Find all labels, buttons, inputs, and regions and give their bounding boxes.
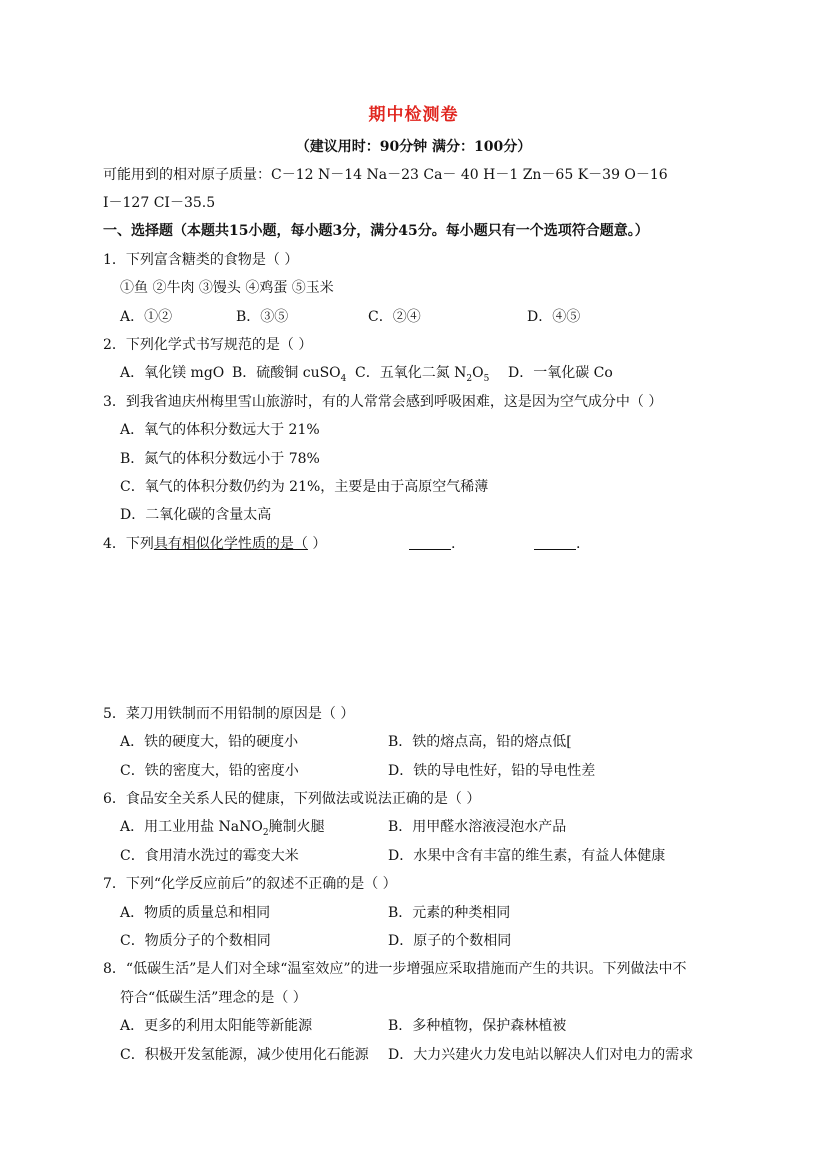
q5-option-c: C．铁的密度大，铅的密度小 bbox=[120, 763, 299, 779]
question-5-stem: 5．菜刀用铁制而不用铅制的原因是（ ） bbox=[103, 706, 355, 722]
q3-option-c: C．氧气的体积分数仍约为 21%，主要是由于高原空气稀薄 bbox=[120, 479, 489, 495]
q6-option-c: C．食用清水洗过的霉变大米 bbox=[120, 848, 299, 864]
q1-option-b: B．③⑤ bbox=[236, 309, 289, 325]
atomic-mass-line-1: 可能用到的相对原子质量：C－12 N－14 Na－23 Ca－ 40 H－1 Zn－65 K－39 O－16 bbox=[103, 167, 668, 183]
q4-blank-1: . bbox=[409, 534, 455, 554]
q1-option-a: A．①② bbox=[120, 309, 173, 325]
q7-option-d: D．原子的个数相同 bbox=[388, 933, 512, 949]
question-2-stem: 2．下列化学式书写规范的是（ ） bbox=[103, 337, 313, 353]
exam-title: 期中检测卷 bbox=[368, 105, 459, 125]
question-6-stem: 6．食品安全关系人民的健康，下列做法或说法正确的是（ ） bbox=[103, 791, 481, 807]
question-7-stem: 7．下列“化学反应前后”的叙述不正确的是（ ） bbox=[103, 876, 397, 892]
q1-option-d: D．④⑤ bbox=[527, 309, 581, 325]
question-3-stem: 3．到我省迪庆州梅里雪山旅游时，有的人常常会感到呼吸困难，这是因为空气成分中（ ） bbox=[103, 394, 663, 410]
q8-option-a: A．更多的利用太阳能等新能源 bbox=[120, 1018, 313, 1034]
q2-option-b: B．硫酸铜 cuSO$_4$ bbox=[232, 365, 347, 384]
q8-option-b: B．多种植物，保护森林植被 bbox=[388, 1018, 567, 1034]
section-heading: 一、选择题（本题共15小题，每小题3分，满分45分。每小题只有一个选项符合题意。） bbox=[103, 223, 649, 239]
question-1-items: ①鱼 ②牛肉 ③馒头 ④鸡蛋 ⑤玉米 bbox=[120, 280, 334, 296]
q1-option-c: C．②④ bbox=[368, 309, 421, 325]
q6-option-b: B．用甲醛水溶液浸泡水产品 bbox=[388, 819, 567, 835]
q4-blank-2: . bbox=[534, 534, 580, 554]
q5-option-d: D．铁的导电性好，铅的导电性差 bbox=[388, 763, 596, 779]
question-8-stem-line-1: 8．“低碳生活”是人们对全球“温室效应”的进一步增强应采取措施而产生的共识。下列做法中不 bbox=[103, 961, 687, 977]
q2-option-c: C．五氧化二氮 $N_2O_5$ bbox=[355, 365, 490, 384]
q3-option-b: B．氮气的体积分数远小于 78% bbox=[120, 451, 320, 467]
question-4-stem: 4．下列具有相似化学性质的是（ ） bbox=[103, 536, 327, 552]
q2-option-a: A．氧化镁 mgO bbox=[120, 365, 225, 381]
q2-option-d: D．一氧化碳 Co bbox=[508, 365, 613, 381]
q8-option-c: C．积极开发氢能源，减少使用化石能源 bbox=[120, 1047, 369, 1063]
q5-option-b: B．铁的熔点高，铅的熔点低[ bbox=[388, 734, 572, 750]
q6-option-a: A．用工业用盐 NaNO$_2$腌制火腿 bbox=[120, 819, 325, 838]
question-1-stem: 1．下列富含糖类的食物是（ ） bbox=[103, 252, 299, 268]
q3-option-d: D．二氧化碳的含量太高 bbox=[120, 507, 272, 523]
question-8-stem-line-2: 符合“低碳生活”理念的是（ ） bbox=[120, 990, 307, 1006]
q7-option-c: C．物质分子的个数相同 bbox=[120, 933, 271, 949]
q8-option-d: D．大力兴建火力发电站以解决人们对电力的需求 bbox=[388, 1047, 694, 1063]
q5-option-a: A．铁的硬度大，铅的硬度小 bbox=[120, 734, 299, 750]
q3-option-a: A．氧气的体积分数远大于 21% bbox=[120, 422, 320, 438]
q7-option-a: A．物质的质量总和相同 bbox=[120, 905, 271, 921]
q6-option-d: D．水果中含有丰富的维生素，有益人体健康 bbox=[388, 848, 666, 864]
q7-option-b: B．元素的种类相同 bbox=[388, 905, 511, 921]
exam-subtitle: （建议用时：90分钟 满分：100分） bbox=[295, 139, 532, 155]
atomic-mass-line-2: I－127 CI－35.5 bbox=[103, 195, 216, 211]
